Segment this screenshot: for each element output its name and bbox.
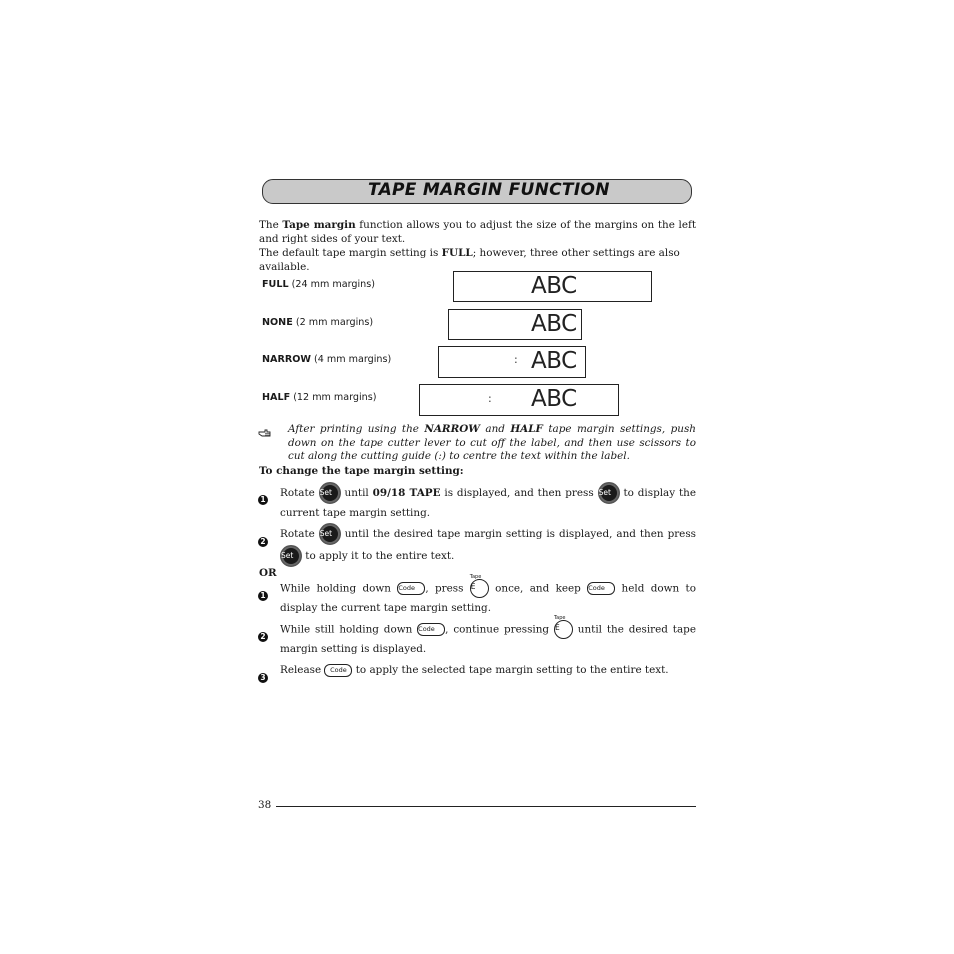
sample-text: ABC [531,273,577,299]
page-number: 38 [258,799,272,811]
page-title: TAPE MARGIN FUNCTION [368,180,610,200]
step-a2-text: Rotate Set until the desired tape margin setting is displayed, and then press Set to apply it to the entire text. [280,523,696,567]
step-number: 2 [258,529,268,548]
e-key-icon: Tape E [554,620,573,639]
tape-sample-narrow [438,346,586,378]
change-setting-heading: To change the tape margin setting: [259,465,464,477]
sample-text: ABC [531,348,577,374]
set-dial-icon: Set [598,482,620,504]
step-a1-text: Rotate Set until 09/18 TAPE is displayed, and then press Set to display the current tape margin setting. [280,482,696,523]
step-b3-text: Release Code to apply the selected tape margin setting to the entire text. [280,664,669,676]
tape-sample-none [448,309,582,340]
intro-paragraph-1: The Tape margin function allows you to adjust the size of the margins on the left and right sides of your text. [259,219,697,245]
intro-paragraph-2: The default tape margin setting is FULL; however, three other settings are also available. [259,247,680,273]
hand-pointer-icon [258,423,272,442]
code-key-icon: Code [417,623,445,636]
sample-text: ABC [531,311,577,337]
step-number: 1 [258,487,268,506]
margin-label-narrow: NARROW (4 mm margins) [262,354,392,365]
footer-rule [276,806,696,807]
step-b2-text: While still holding down Code , continue pressing Tape E until the desired tape margin setting is displayed. [280,615,696,655]
cutting-guide: : [514,353,518,366]
set-dial-icon: Set [319,523,341,545]
note-text: After printing using the NARROW and HALF tape margin settings, push down on the tape cutter lever to cut off the label, and then use scissors to cut along the cutting guide (:) to centre the text within the label. [288,423,696,462]
margin-label-none: NONE (2 mm margins) [262,317,374,328]
step-b1-text: While holding down Code , press Tape E once, and keep Code held down to display the current tape margin setting. [280,574,696,614]
set-dial-icon: Set [280,545,302,567]
tape-sample-half [419,384,619,416]
margin-label-half: HALF (12 mm margins) [262,392,377,403]
set-dial-icon: Set [319,482,341,504]
step-number: 2 [258,624,268,643]
code-key-icon: Code [324,664,352,677]
e-key-icon: Tape E [470,579,489,598]
code-key-icon: Code [587,582,615,595]
tape-sample-full [453,271,652,302]
sample-text: ABC [531,386,577,412]
or-label: OR [259,567,277,579]
step-number: 3 [258,665,268,684]
code-key-icon: Code [397,582,425,595]
step-number: 1 [258,583,268,602]
cutting-guide: : [488,392,492,405]
margin-label-full: FULL (24 mm margins) [262,279,375,290]
